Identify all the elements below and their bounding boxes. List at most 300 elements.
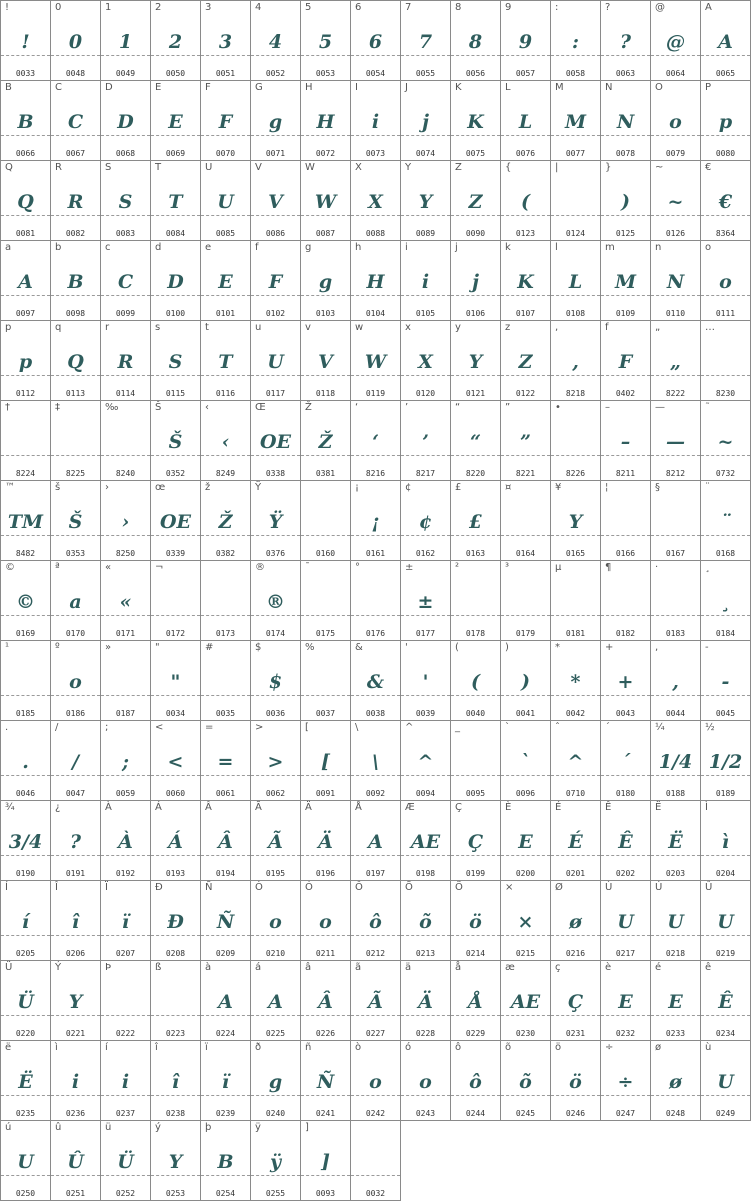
character-code: 0099 — [115, 309, 136, 318]
baseline-guide — [701, 615, 750, 616]
baseline-guide — [251, 55, 300, 56]
character-label: ! — [5, 2, 10, 13]
character-label: „ — [655, 322, 661, 333]
baseline-guide — [601, 1015, 650, 1016]
baseline-guide — [1, 1015, 50, 1016]
baseline-guide — [701, 135, 750, 136]
baseline-guide — [301, 1095, 350, 1096]
baseline-guide — [1, 1095, 50, 1096]
character-label: ˆ — [555, 722, 560, 733]
baseline-guide — [501, 855, 550, 856]
character-code: 0114 — [115, 389, 136, 398]
glyph-sample: ‘ — [372, 431, 379, 453]
baseline-guide — [551, 375, 600, 376]
character-code: 0086 — [265, 229, 286, 238]
glyph-sample: W — [314, 191, 337, 213]
baseline-guide — [451, 695, 500, 696]
glyph-cell — [401, 401, 451, 481]
character-code: 8211 — [615, 469, 636, 478]
character-code: 0122 — [515, 389, 536, 398]
glyph-sample: ø — [569, 911, 582, 933]
character-code: 0161 — [365, 549, 386, 558]
glyph-cell — [701, 641, 751, 721]
glyph-cell — [501, 721, 551, 801]
glyph-sample: < — [167, 751, 184, 773]
character-code: 8216 — [365, 469, 386, 478]
baseline-guide — [301, 775, 350, 776]
glyph-cell — [501, 561, 551, 641]
glyph-cell — [351, 241, 401, 321]
character-code: 8218 — [565, 389, 586, 398]
baseline-guide — [1, 775, 50, 776]
character-label: ½ — [705, 722, 715, 733]
glyph-sample: õ — [419, 911, 432, 933]
character-label: ë — [5, 1042, 12, 1053]
glyph-cell — [701, 241, 751, 321]
baseline-guide — [1, 455, 50, 456]
glyph-sample: ” — [520, 431, 531, 453]
baseline-guide — [101, 855, 150, 856]
glyph-cell — [501, 401, 551, 481]
character-label: Ò — [255, 882, 263, 893]
baseline-guide — [401, 695, 450, 696]
glyph-sample: = — [217, 751, 234, 773]
character-label: Ý — [55, 962, 62, 973]
character-label: º — [55, 642, 60, 653]
baseline-guide — [501, 1095, 550, 1096]
glyph-sample: ± — [417, 591, 434, 613]
glyph-sample: ^ — [567, 751, 584, 773]
character-label: & — [355, 642, 363, 653]
baseline-guide — [251, 1095, 300, 1096]
character-label: B — [5, 82, 12, 93]
character-code: 0236 — [65, 1109, 86, 1118]
character-label: 7 — [405, 2, 412, 13]
character-code: 0165 — [565, 549, 586, 558]
character-label: { — [505, 162, 512, 173]
baseline-guide — [151, 935, 200, 936]
baseline-guide — [251, 935, 300, 936]
glyph-cell — [201, 1121, 251, 1201]
baseline-guide — [651, 855, 700, 856]
character-code: 0049 — [115, 69, 136, 78]
character-code: 0093 — [315, 1189, 336, 1198]
character-code: 0089 — [415, 229, 436, 238]
glyph-cell — [401, 321, 451, 401]
baseline-guide — [101, 1015, 150, 1016]
baseline-guide — [501, 695, 550, 696]
glyph-cell — [301, 641, 351, 721]
character-code: 0105 — [415, 309, 436, 318]
baseline-guide — [1, 135, 50, 136]
glyph-cell — [201, 241, 251, 321]
glyph-cell — [251, 961, 301, 1041]
character-code: 0173 — [215, 629, 236, 638]
glyph-sample: Ž — [218, 511, 233, 533]
glyph-sample: i — [121, 1071, 130, 1093]
glyph-sample: OE — [259, 431, 292, 453]
baseline-guide — [201, 1175, 250, 1176]
glyph-cell — [251, 81, 301, 161]
character-code: 0107 — [515, 309, 536, 318]
glyph-sample: i — [71, 1071, 80, 1093]
baseline-guide — [551, 455, 600, 456]
character-code: 0215 — [515, 949, 536, 958]
glyph-cell — [551, 641, 601, 721]
character-label: ñ — [305, 1042, 312, 1053]
glyph-cell — [451, 561, 501, 641]
glyph-sample: É — [568, 831, 583, 853]
character-label: E — [155, 82, 162, 93]
character-code: 0103 — [315, 309, 336, 318]
character-code: 0339 — [165, 549, 186, 558]
glyph-sample: i — [421, 271, 430, 293]
baseline-guide — [301, 215, 350, 216]
character-label: t — [205, 322, 209, 333]
glyph-sample: Y — [568, 511, 583, 533]
glyph-cell — [201, 881, 251, 961]
glyph-sample: Ä — [318, 831, 333, 853]
baseline-guide — [201, 935, 250, 936]
glyph-sample: B — [17, 111, 34, 133]
character-code: 0117 — [265, 389, 286, 398]
character-label: e — [205, 242, 212, 253]
character-label: : — [555, 2, 559, 13]
baseline-guide — [201, 1015, 250, 1016]
glyph-sample: + — [617, 671, 634, 693]
character-code: 0243 — [415, 1109, 436, 1118]
baseline-guide — [351, 55, 400, 56]
character-label: ¿ — [55, 802, 61, 813]
character-label: Ö — [455, 882, 463, 893]
character-label: Í — [5, 882, 8, 893]
glyph-sample: L — [568, 271, 583, 293]
glyph-sample: T — [168, 191, 183, 213]
character-label: U — [205, 162, 213, 173]
character-label: X — [355, 162, 362, 173]
character-code: 0126 — [665, 229, 686, 238]
glyph-cell — [351, 881, 401, 961]
glyph-cell — [101, 561, 151, 641]
character-label: ò — [355, 1042, 362, 1053]
baseline-guide — [701, 55, 750, 56]
character-code: 0201 — [565, 869, 586, 878]
glyph-sample: , — [672, 671, 679, 693]
character-label: H — [305, 82, 313, 93]
glyph-sample: Â — [318, 991, 333, 1013]
character-code: 0041 — [515, 709, 536, 718]
glyph-cell — [151, 161, 201, 241]
character-label: ¼ — [655, 722, 665, 733]
character-code: 0179 — [515, 629, 536, 638]
baseline-guide — [1, 935, 50, 936]
baseline-guide — [351, 695, 400, 696]
character-code: 0051 — [215, 69, 236, 78]
character-label: Š — [155, 402, 162, 413]
glyph-sample: B — [217, 1151, 234, 1173]
character-code: 0039 — [415, 709, 436, 718]
glyph-sample: A — [268, 991, 283, 1013]
glyph-cell — [101, 1, 151, 81]
character-label: P — [705, 82, 712, 93]
baseline-guide — [551, 695, 600, 696]
glyph-sample: £ — [468, 511, 483, 533]
character-label: ` — [505, 722, 510, 733]
glyph-sample: E — [218, 271, 233, 293]
baseline-guide — [451, 295, 500, 296]
character-code: 0110 — [665, 309, 686, 318]
glyph-cell — [151, 81, 201, 161]
character-code: 0250 — [15, 1189, 36, 1198]
glyph-cell — [601, 241, 651, 321]
baseline-guide — [251, 695, 300, 696]
baseline-guide — [251, 455, 300, 456]
baseline-guide — [601, 1095, 650, 1096]
character-code: 0226 — [315, 1029, 336, 1038]
glyph-cell — [651, 881, 701, 961]
glyph-sample: j — [472, 271, 479, 293]
glyph-cell — [601, 881, 651, 961]
glyph-sample: 7 — [418, 31, 433, 53]
glyph-cell — [301, 161, 351, 241]
baseline-guide — [401, 1015, 450, 1016]
character-code: 0164 — [515, 549, 536, 558]
glyph-sample: E — [518, 831, 533, 853]
glyph-cell — [101, 321, 151, 401]
glyph-cell — [101, 881, 151, 961]
character-label: … — [705, 322, 715, 333]
character-code: 0042 — [565, 709, 586, 718]
glyph-cell — [251, 801, 301, 881]
glyph-cell — [551, 321, 601, 401]
character-code: 0036 — [265, 709, 286, 718]
glyph-sample: Â — [218, 831, 233, 853]
character-code: 0046 — [15, 789, 36, 798]
glyph-cell — [651, 81, 701, 161]
character-code: 0246 — [565, 1109, 586, 1118]
glyph-sample: ~ — [717, 431, 734, 453]
glyph-cell — [451, 641, 501, 721]
character-label: u — [255, 322, 262, 333]
glyph-cell — [501, 641, 551, 721]
glyph-cell — [501, 481, 551, 561]
character-label: Ø — [555, 882, 563, 893]
glyph-cell — [1, 881, 51, 961]
character-code: 0338 — [265, 469, 286, 478]
character-label: Ã — [255, 802, 262, 813]
character-code: 0202 — [615, 869, 636, 878]
baseline-guide — [351, 135, 400, 136]
character-code: 0108 — [565, 309, 586, 318]
character-code: 0208 — [165, 949, 186, 958]
glyph-cell — [351, 961, 401, 1041]
glyph-cell — [251, 481, 301, 561]
baseline-guide — [1, 295, 50, 296]
baseline-guide — [651, 55, 700, 56]
character-code: 0037 — [315, 709, 336, 718]
baseline-guide — [151, 775, 200, 776]
glyph-sample: K — [467, 111, 484, 133]
baseline-guide — [401, 615, 450, 616]
glyph-sample: Ä — [418, 991, 433, 1013]
character-code: 0186 — [65, 709, 86, 718]
character-code: 0075 — [465, 149, 486, 158]
character-label: Ä — [305, 802, 312, 813]
glyph-cell — [1, 1121, 51, 1201]
baseline-guide — [1, 615, 50, 616]
character-code: 0198 — [415, 869, 436, 878]
baseline-guide — [701, 1015, 750, 1016]
baseline-guide — [651, 775, 700, 776]
glyph-sample: - — [721, 671, 730, 693]
glyph-sample: ) — [521, 671, 530, 693]
character-code: 0209 — [215, 949, 236, 958]
glyph-sample: i — [371, 111, 380, 133]
character-code: 0210 — [265, 949, 286, 958]
character-code: 0092 — [365, 789, 386, 798]
character-label: ² — [455, 562, 460, 573]
character-code: 0057 — [515, 69, 536, 78]
character-label: v — [305, 322, 311, 333]
glyph-sample: Ã — [368, 991, 383, 1013]
glyph-sample: E — [168, 111, 183, 133]
character-label: T — [155, 162, 162, 173]
glyph-sample: ? — [619, 31, 632, 53]
character-label: J — [405, 82, 408, 93]
glyph-cell — [601, 1, 651, 81]
character-label: ? — [605, 2, 611, 13]
character-label: Â — [205, 802, 212, 813]
character-label: F — [205, 82, 211, 93]
character-label: ¥ — [555, 482, 562, 493]
baseline-guide — [351, 535, 400, 536]
glyph-sample: X — [368, 191, 383, 213]
glyph-sample: “ — [470, 431, 481, 453]
glyph-sample: * — [570, 671, 581, 693]
character-code: 0163 — [465, 549, 486, 558]
baseline-guide — [601, 295, 650, 296]
character-label: ( — [455, 642, 459, 653]
character-label: Ì — [705, 802, 708, 813]
character-label: í — [105, 1042, 108, 1053]
glyph-cell — [301, 241, 351, 321]
character-code: 0050 — [165, 69, 186, 78]
character-code: 0123 — [515, 229, 536, 238]
baseline-guide — [401, 55, 450, 56]
glyph-cell — [501, 1, 551, 81]
glyph-cell — [351, 641, 401, 721]
glyph-cell — [351, 561, 401, 641]
glyph-sample: & — [366, 671, 385, 693]
glyph-cell — [351, 801, 401, 881]
baseline-guide — [1, 535, 50, 536]
glyph-sample: o — [419, 1071, 432, 1093]
glyph-cell — [51, 1121, 101, 1201]
glyph-sample: Y — [418, 191, 433, 213]
baseline-guide — [101, 135, 150, 136]
character-label: « — [105, 562, 112, 573]
character-label: ¾ — [5, 802, 15, 813]
glyph-cell — [251, 561, 301, 641]
character-label: ^ — [405, 722, 414, 733]
character-code: 0169 — [15, 629, 36, 638]
baseline-guide — [501, 1015, 550, 1016]
character-code: 0196 — [315, 869, 336, 878]
glyph-cell — [251, 1041, 301, 1121]
character-code: 0096 — [515, 789, 536, 798]
character-label: ž — [205, 482, 211, 493]
character-label: o — [705, 242, 712, 253]
character-code: 0176 — [365, 629, 386, 638]
glyph-sample: S — [118, 191, 133, 213]
character-label: Ô — [355, 882, 363, 893]
glyph-cell — [101, 481, 151, 561]
character-code: 0235 — [15, 1109, 36, 1118]
glyph-cell — [251, 241, 301, 321]
glyph-cell — [1, 721, 51, 801]
glyph-sample: « — [119, 591, 132, 613]
character-code: 0043 — [615, 709, 636, 718]
character-label: i — [405, 242, 408, 253]
glyph-sample: U — [617, 911, 634, 933]
character-label: Ð — [155, 882, 163, 893]
glyph-sample: Y — [468, 351, 483, 373]
glyph-sample: o — [369, 1071, 382, 1093]
glyph-cell — [601, 401, 651, 481]
character-label: n — [655, 242, 662, 253]
glyph-cell — [301, 321, 351, 401]
glyph-cell — [451, 321, 501, 401]
character-label: p — [5, 322, 12, 333]
character-label: õ — [505, 1042, 512, 1053]
character-code: 8482 — [15, 549, 36, 558]
baseline-guide — [601, 455, 650, 456]
character-label: D — [105, 82, 113, 93]
character-label: Œ — [255, 402, 266, 413]
character-code: 0177 — [415, 629, 436, 638]
baseline-guide — [51, 55, 100, 56]
baseline-guide — [151, 695, 200, 696]
character-label: Ë — [655, 802, 662, 813]
baseline-guide — [451, 375, 500, 376]
glyph-cell — [151, 881, 201, 961]
glyph-cell — [451, 241, 501, 321]
glyph-sample: g — [268, 111, 283, 133]
character-code: 0214 — [465, 949, 486, 958]
glyph-sample: ~ — [667, 191, 684, 213]
character-label: . — [5, 722, 9, 733]
glyph-cell — [401, 481, 451, 561]
glyph-cell — [51, 1, 101, 81]
glyph-sample: D — [167, 271, 184, 293]
character-label: ” — [505, 402, 511, 413]
character-code: 0032 — [365, 1189, 386, 1198]
character-label: ) — [505, 642, 509, 653]
glyph-sample: p — [18, 351, 33, 373]
character-label: × — [505, 882, 514, 893]
character-label: C — [55, 82, 62, 93]
glyph-sample: T — [218, 351, 233, 373]
baseline-guide — [651, 295, 700, 296]
glyph-cell — [101, 401, 151, 481]
character-code: 0211 — [315, 949, 336, 958]
character-label: É — [555, 802, 562, 813]
character-code: 0239 — [215, 1109, 236, 1118]
baseline-guide — [551, 295, 600, 296]
glyph-cell — [51, 801, 101, 881]
character-code: 0048 — [65, 69, 86, 78]
character-label: ~ — [655, 162, 664, 173]
